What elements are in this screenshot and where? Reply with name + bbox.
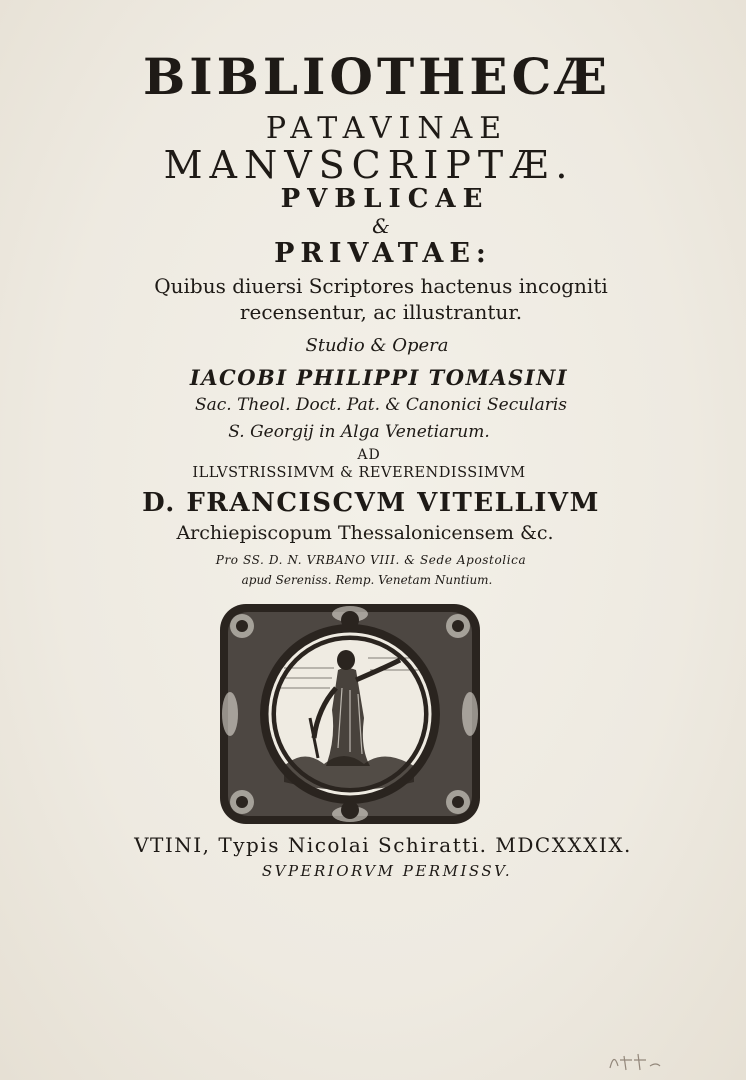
title-publicae: PVBLICAE bbox=[280, 184, 490, 214]
printers-device-woodcut bbox=[214, 598, 486, 830]
dedication-ad: AD bbox=[357, 447, 381, 463]
title-privatae: PRIVATAE: bbox=[274, 238, 492, 269]
title-ampersand: & bbox=[372, 214, 390, 238]
studio-opera: Studio & Opera bbox=[305, 335, 449, 356]
dedicatee-office-1: Pro SS. D. N. VRBANO VIII. & Sede Apostolica bbox=[215, 553, 527, 567]
author-title-1: Sac. Theol. Doct. Pat. & Canonici Secularis bbox=[194, 395, 568, 415]
title-manuscriptae: MANVSCRIPTÆ. bbox=[163, 143, 575, 187]
handwritten-mark bbox=[604, 1048, 664, 1074]
dedicatee-name: D. FRANCISCVM VITELLIVM bbox=[142, 488, 600, 518]
dedicatee-office-2: apud Sereniss. Remp. Venetam Nuntium. bbox=[241, 573, 493, 587]
author-name: IACOBI PHILIPPI TOMASINI bbox=[189, 365, 569, 390]
subtitle-line-2: recensentur, ac illustrantur. bbox=[239, 300, 523, 324]
title-patavinae: PATAVINAE bbox=[265, 111, 509, 146]
title-bibliothecae: BIBLIOTHECÆ bbox=[142, 47, 612, 106]
imprint-line: VTINI, Typis Nicolai Schiratti. MDCXXXIX. bbox=[134, 833, 632, 857]
subtitle-line-1: Quibus diuersi Scriptores hactenus incogniti bbox=[154, 274, 608, 298]
dedication-honorific: ILLVSTRISSIMVM & REVERENDISSIMVM bbox=[192, 465, 526, 481]
permission-line: SVPERIORVM PERMISSV. bbox=[261, 862, 513, 880]
author-title-2: S. Georgij in Alga Venetiarum. bbox=[228, 422, 490, 442]
dedicatee-title: Archiepiscopum Thessalonicensem &c. bbox=[176, 522, 554, 544]
